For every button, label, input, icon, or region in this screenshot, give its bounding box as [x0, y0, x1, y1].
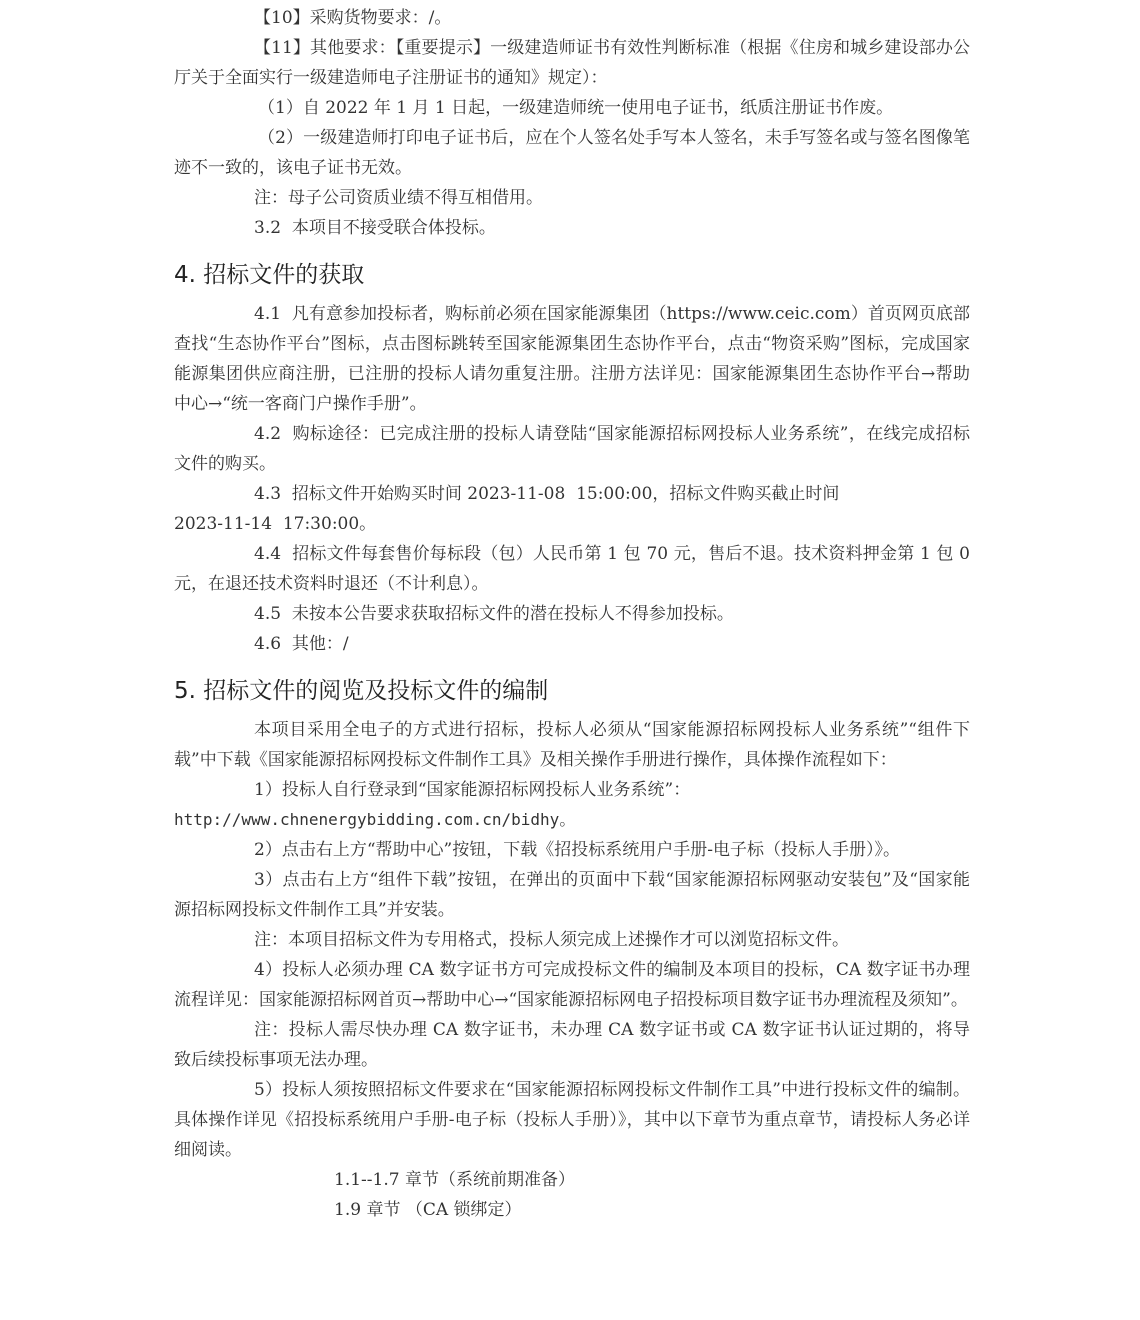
clause-4-6: 4.6 其他：/ — [254, 634, 349, 654]
step-2: 2）点击右上方“帮助中心”按钮，下载《招投标系统用户手册-电子标（投标人手册）》。 — [254, 840, 900, 860]
clause-10: 【10】采购货物要求：/。 — [254, 8, 452, 28]
clause-4-1: 4.1 凡有意参加投标者，购标前必须在国家能源集团（https://www.ceic.com）首页网页底部查找“生态协作平台”图标，点击图标跳转至国家能源集团生态协作平台，点击“物资采购”图标，完成国家能源集团供应商注册，已注册的投标人请勿重复注册。注册方法详见：国家能源集团生态协作平台→帮助中心→“统一客商门户操作手册”。 — [174, 304, 970, 414]
step-5: 5）投标人须按照招标文件要求在“国家能源招标网投标文件制作工具”中进行投标文件的编制。具体操作详见《招投标系统用户手册-电子标（投标人手册）》，其中以下章节为重点章节，请投标人务必详细阅读。 — [174, 1080, 970, 1160]
section-4-heading: 4. 招标文件的获取 — [174, 262, 365, 288]
note-qualification: 注：母子公司资质业绩不得互相借用。 — [254, 188, 543, 208]
chapter-item-1: 1.1--1.7 章节（系统前期准备） — [334, 1170, 575, 1190]
clause-3-2: 3.2 本项目不接受联合体投标。 — [254, 218, 496, 238]
note-format: 注：本项目招标文件为专用格式，投标人须完成上述操作才可以浏览招标文件。 — [254, 930, 849, 950]
section-5-intro: 本项目采用全电子的方式进行招标，投标人必须从“国家能源招标网投标人业务系统”“组件下载”中下载《国家能源招标网投标文件制作工具》及相关操作手册进行操作，具体操作流程如下： — [174, 720, 970, 770]
step-1: 1）投标人自行登录到“国家能源招标网投标人业务系统”： — [254, 780, 691, 800]
clause-4-3: 4.3 招标文件开始购买时间 2023-11-08 15:00:00，招标文件购买截止时间 — [254, 484, 840, 504]
clause-11-item-1: （1）自 2022 年 1 月 1 日起，一级建造师统一使用电子证书，纸质注册证书作废。 — [258, 98, 894, 118]
clause-4-5: 4.5 未按本公告要求获取招标文件的潜在投标人不得参加投标。 — [254, 604, 734, 624]
clause-11-item-2: （2）一级建造师打印电子证书后，应在个人签名处手写本人签名，未手写签名或与签名图像笔迹不一致的，该电子证书无效。 — [174, 128, 970, 178]
note-ca-certificate: 注：投标人需尽快办理 CA 数字证书，未办理 CA 数字证书或 CA 数字证书认证过期的，将导致后续投标事项无法办理。 — [174, 1020, 970, 1070]
bidding-system-url: http://www.chnenergybidding.com.cn/bidhy。 — [174, 810, 576, 829]
clause-4-2: 4.2 购标途径：已完成注册的投标人请登陆“国家能源招标网投标人业务系统”，在线完成招标文件的购买。 — [174, 424, 970, 474]
step-4: 4）投标人必须办理 CA 数字证书方可完成投标文件的编制及本项目的投标，CA 数字证书办理流程详见：国家能源招标网首页→帮助中心→“国家能源招标网电子招投标项目数字证书办理流程及须知”。 — [174, 960, 970, 1010]
chapter-item-2: 1.9 章节 （CA 锁绑定） — [334, 1200, 522, 1220]
clause-4-3-deadline: 2023-11-14 17:30:00。 — [174, 514, 377, 534]
document-page — [174, 0, 976, 1225]
section-5-heading: 5. 招标文件的阅览及投标文件的编制 — [174, 678, 549, 704]
clause-4-4: 4.4 招标文件每套售价每标段（包）人民币第 1 包 70 元，售后不退。技术资料押金第 1 包 0 元，在退还技术资料时退还（不计利息）。 — [174, 544, 976, 594]
step-3: 3）点击右上方“组件下载”按钮，在弹出的页面中下载“国家能源招标网驱动安装包”及“国家能源招标网投标文件制作工具”并安装。 — [174, 870, 970, 920]
clause-11: 【11】其他要求：【重要提示】一级建造师证书有效性判断标准（根据《住房和城乡建设部办公厅关于全面实行一级建造师电子注册证书的通知》规定）： — [174, 38, 970, 88]
